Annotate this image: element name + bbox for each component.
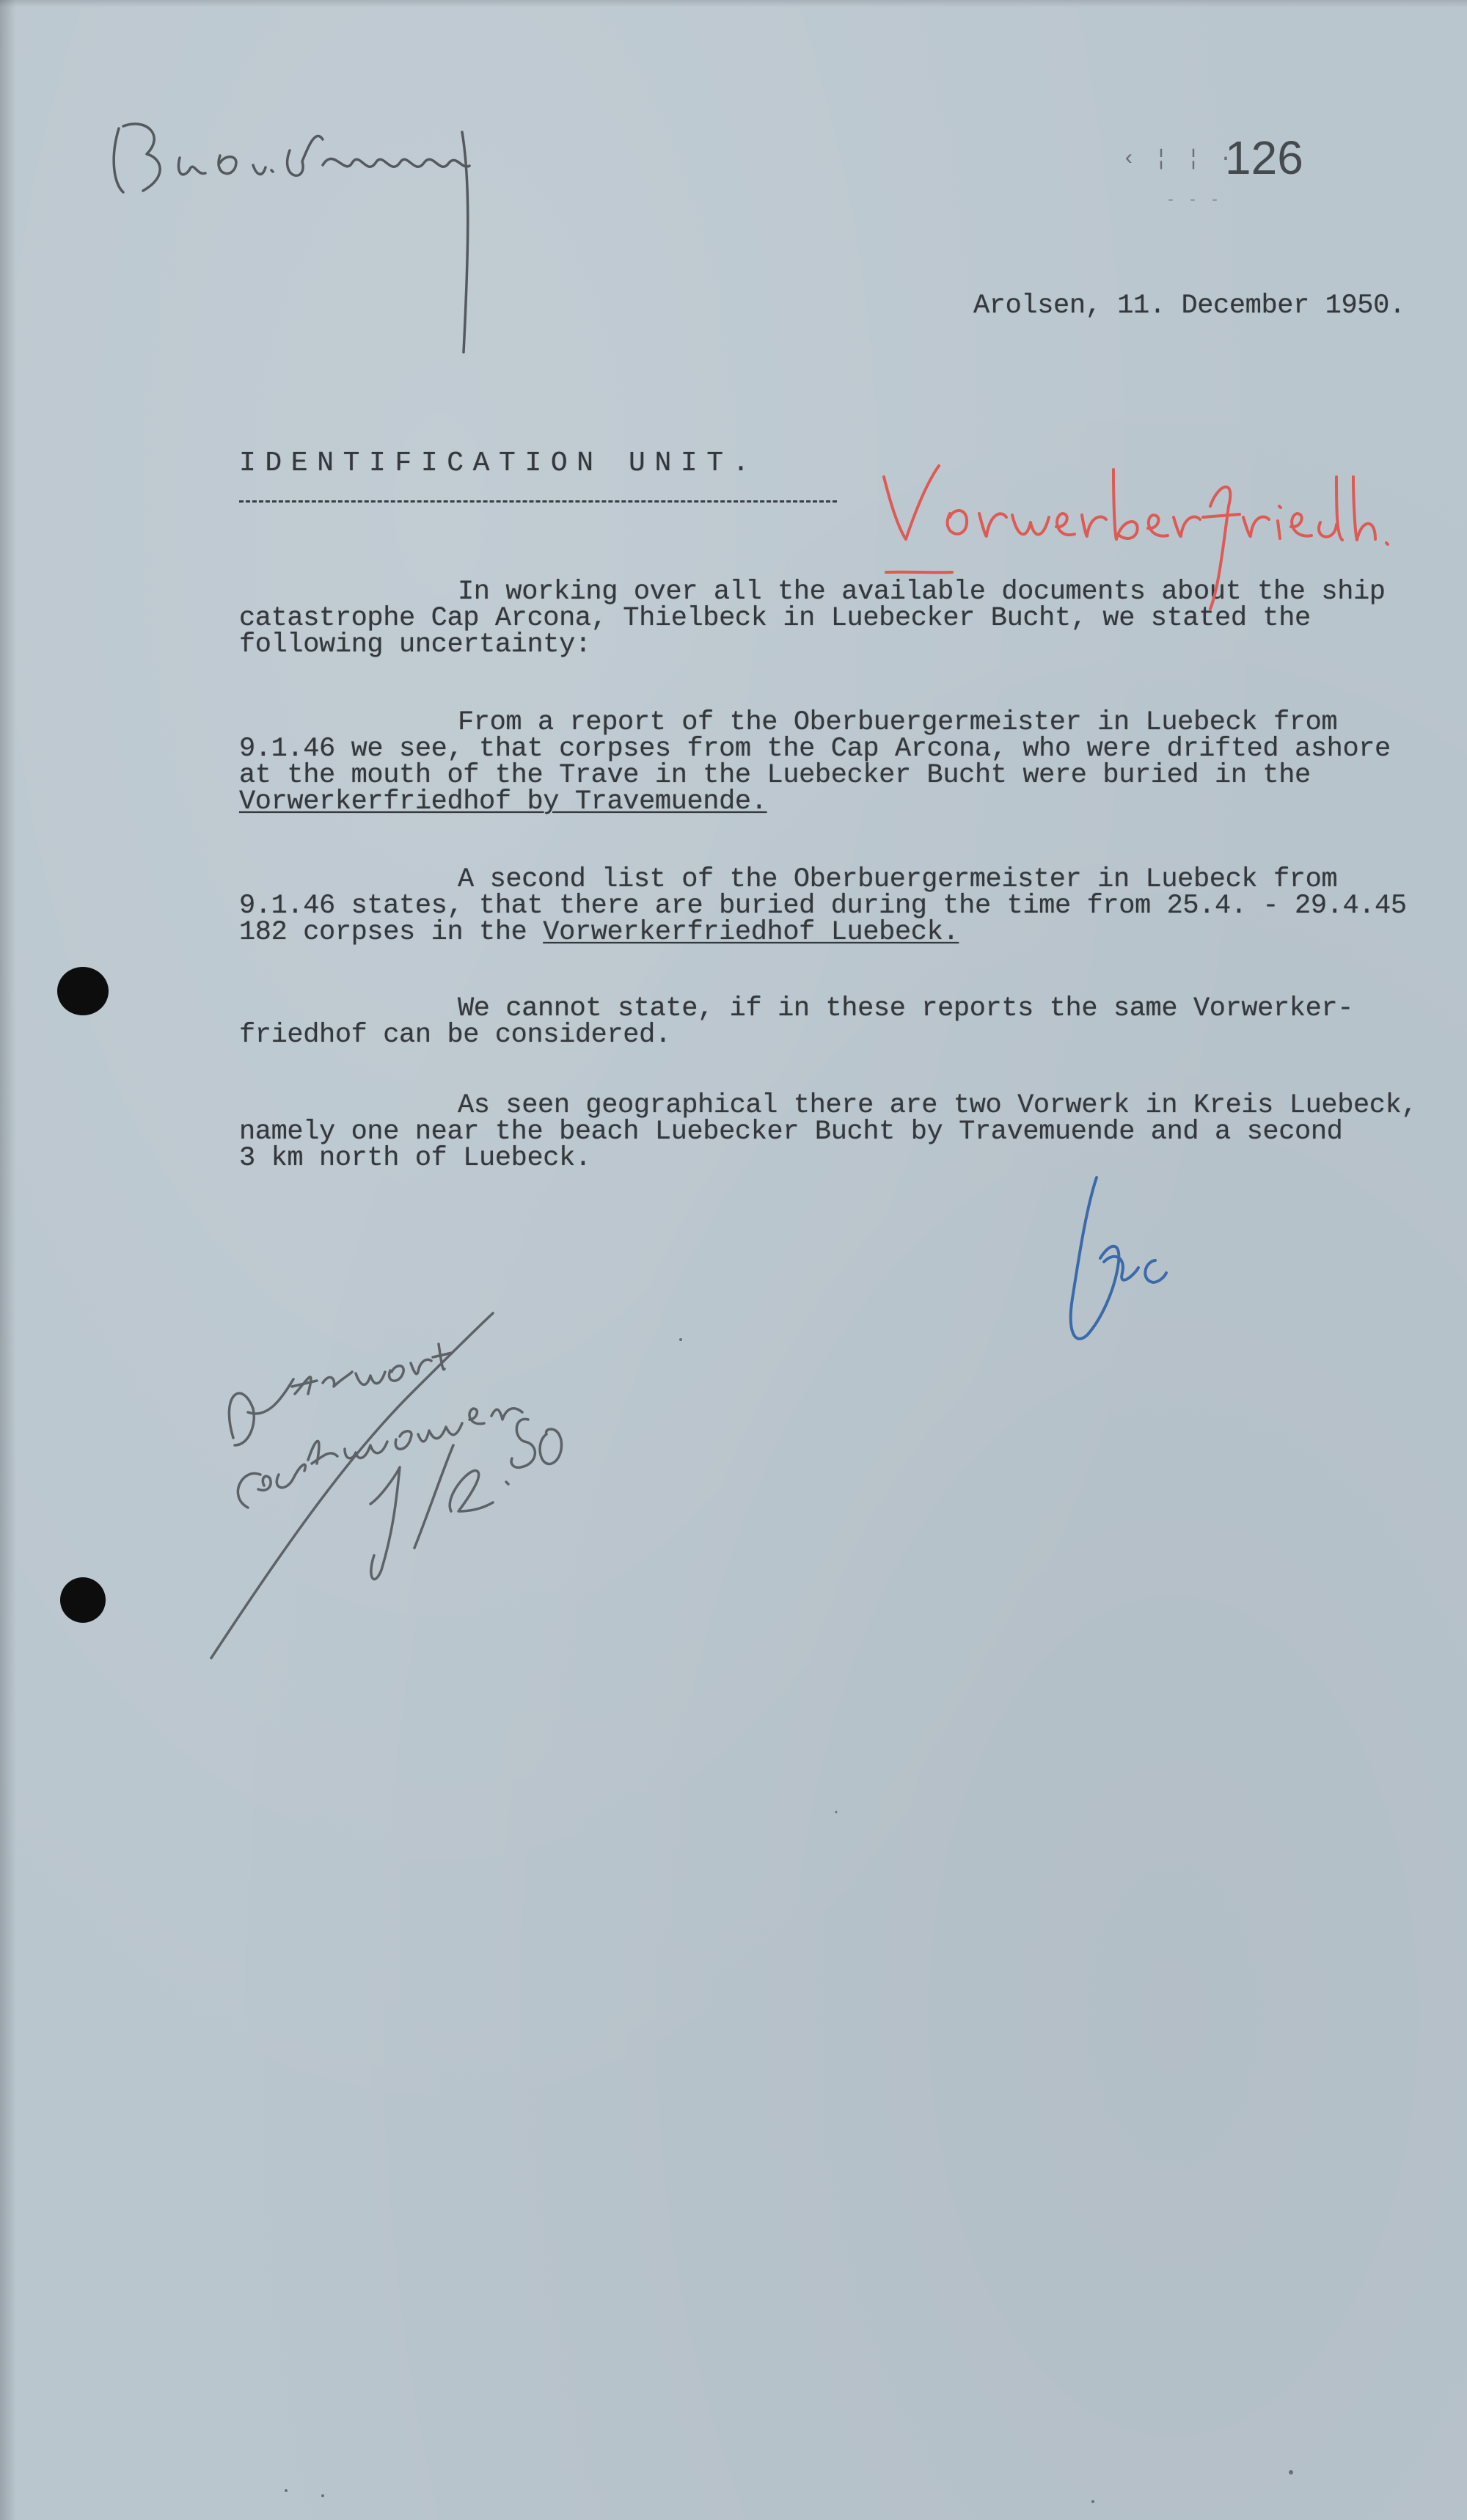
para3-line1: A second list of the Oberbuergermeister in Luebeck from [458, 864, 1338, 895]
para2-line4-underlined: Vorwerkerfriedhof by Travemuende. [239, 786, 767, 817]
para4-line2: friedhof can be considered. [239, 1020, 671, 1051]
blue-initials [1071, 1177, 1166, 1339]
paper-specks [285, 1338, 1293, 2503]
para3-line3-underlined: Vorwerkerfriedhof Luebeck. [543, 917, 959, 948]
page-number-prefix: ‹ ¦ ¦ · [1122, 147, 1236, 172]
heading-identification-unit: IDENTIFICATION UNIT. [239, 448, 759, 479]
place-date: Arolsen, 11. December 1950. [973, 291, 1405, 321]
red-handwriting [884, 466, 1388, 609]
para4-line1: We cannot state, if in these reports the same Vorwerker- [458, 993, 1354, 1024]
para1-line2: catastrophe Cap Arcona, Thielbeck in Luebecker Bucht, we stated the [239, 603, 1311, 634]
para1-line1: In working over all the available documents about the ship [458, 577, 1386, 607]
para2-line2: 9.1.46 we see, that corpses from the Cap Arcona, who were drifted ashore [239, 734, 1391, 764]
para5-line1: As seen geographical there are two Vorwerk in Kreis Luebeck, [458, 1090, 1418, 1121]
para3-line2: 9.1.46 states, that there are buried during the time from 25.4. - 29.4.45 [239, 891, 1407, 921]
para3-line3-plain: 182 corpses in the [239, 917, 544, 948]
para1-line3: following uncertainty: [239, 629, 591, 660]
para2-line1: From a report of the Oberbuergermeister in Luebeck from [458, 707, 1338, 738]
para5-line2: namely one near the beach Luebecker Bucht by Travemuende and a second [239, 1117, 1343, 1147]
page-number: 126 [1225, 131, 1303, 184]
para2-line3: at the mouth of the Trave in the Luebecker Bucht were buried in the [239, 760, 1311, 791]
top-left-handwriting [114, 124, 469, 352]
stamp-dash-marks: - - - [1166, 192, 1222, 209]
pencil-note [211, 1313, 562, 1658]
para5-line3: 3 km north of Luebeck. [239, 1143, 591, 1174]
